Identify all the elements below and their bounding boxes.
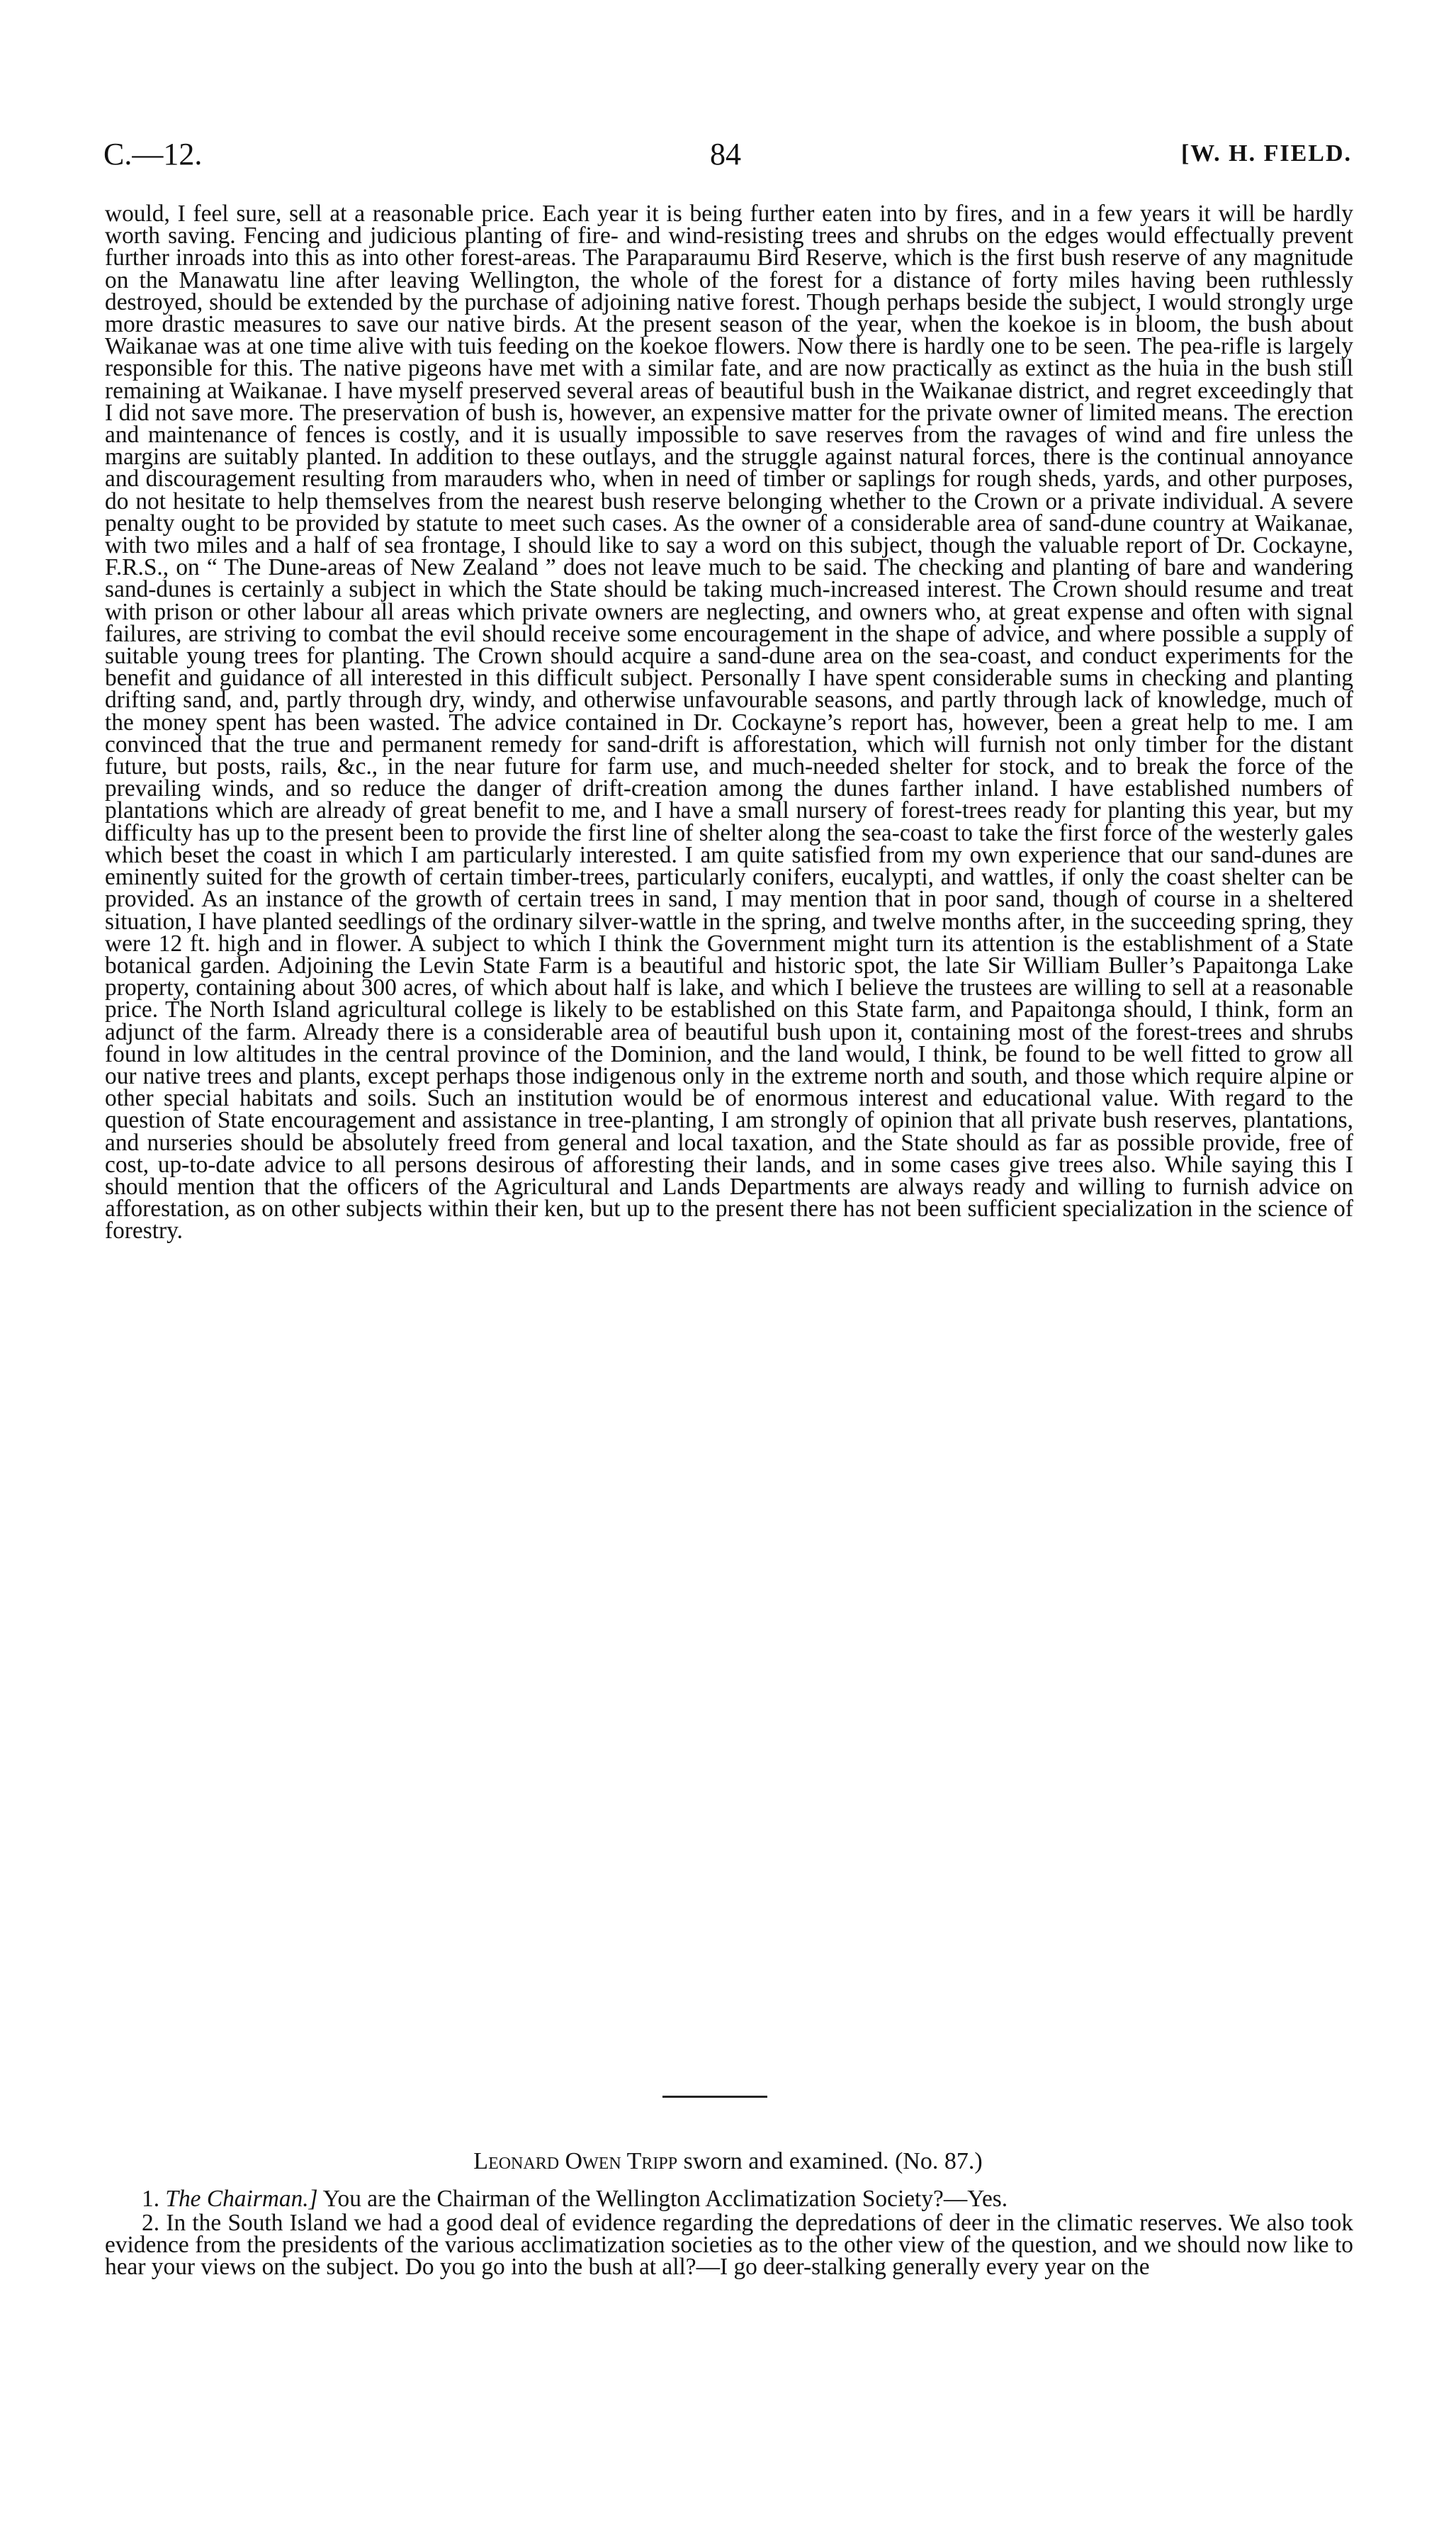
question-text: You are the Chairman of the Wellington Acclimatization Society?—Yes. [322,2186,1008,2212]
question-1 [105,2188,1353,2210]
page-number: 84 [710,137,741,172]
question-2 [105,2212,1353,2279]
running-head-witness: [W. H. FIELD. [1180,140,1352,167]
question-speaker: The Chairman.] [165,2186,318,2212]
witness-name: Leonard Owen Tripp [473,2148,678,2174]
question-text: In the South Island we had a good deal of evidence regarding the depredations of deer in the climatic reserves. We also took evidence from the presidents of the various acclimatization societies as to the other view of the question, and we should now like to hear your views on the subject. Do you go into the bush at all?—I go deer-stalking generally every year on the [105,2210,1353,2281]
witness-number: (No. 87.) [894,2148,983,2174]
witness-heading [0,2148,1456,2175]
witness-status: sworn and examined. [683,2148,889,2174]
page-header [103,136,1352,179]
question-number: 1. [142,2186,160,2212]
question-number: 2. [142,2210,160,2236]
section-divider [662,2096,767,2098]
evidence-paragraph: would, I feel sure, sell at a reasonable price. Each year it is being further eaten into by fires, and in a few years it will be hardly worth saving. Fencing and judicious planting of fire- and wind-resisting trees and shrubs on the edges would effectually prevent further inroads into this as into other forest-areas. The Paraparaumu Bird Reserve, which is the first bush reserve of any magnitude on the Manawatu line after leaving Wellington, the whole of the forest for a distance of forty miles having been ruthlessly destroyed, should be extended by the purchase of adjoining native forest. Though perhaps beside the subject, I would strongly urge more drastic measures to save our native birds. At the present season of the year, when the koekoe is in bloom, the bush about Waikanae was at one time alive with tuis feeding on the koekoe flowers. Now there is hardly one to be seen. The pea-rifle is largely responsible for this. The native pigeons have met with a similar fate, and are now practically as extinct as the huia in the bush still remaining at Waikanae. I have myself preserved several areas of beautiful bush in the Waikanae district, and regret exceedingly that I did not save more. The preservation of bush is, however, an expensive matter for the private owner of limited means. The erection and maintenance of fences is costly, and it is usually impossible to save reserves from the ravages of wind and fire unless the margins are suitably planted. In addition to these outlays, and the struggle against natural forces, there is the continual annoyance and discouragement resulting from marauders who, when in need of timber or saplings for rough sheds, yards, and other purposes, do not hesitate to help themselves from the nearest bush reserve belonging whether to the Crown or a private individual. A severe penalty ought to be provided by statute to meet such cases. As the owner of a considerable area of sand-dune country at Waikanae, with two miles and a half of sea frontage, I should like to say a word on this subject, though the valuable report of Dr. Cockayne, F.R.S., on “ The Dune-areas of New Zealand ” does not leave much to be said. The checking and planting of bare and wandering sand-dunes is certainly a subject in which the State should be taking much-increased interest. The Crown should resume and treat with prison or other labour all areas which private owners are neglecting, and owners who, at great expense and often with signal failures, are striving to combat the evil should receive some encouragement in the shape of advice, and where possible a supply of suitable young trees for planting. The Crown should acquire a sand-dune area on the sea-coast, and conduct experiments for the benefit and guidance of all interested in this difficult subject. Personally I have spent considerable sums in checking and planting drifting sand, and, partly through dry, windy, and otherwise unfavourable seasons, and partly through lack of knowledge, much of the money spent has been wasted. The advice contained in Dr. Cockayne’s report has, however, been a great help to me. I am convinced that the true and permanent remedy for sand-drift is afforestation, which will furnish not only timber for the distant future, but posts, rails, &c., in the near future for farm use, and much-needed shelter for stock, and to break the force of the prevailing winds, and so reduce the danger of drift-creation among the dunes farther inland. I have established numbers of plantations which are already of great benefit to me, and I have a small nursery of forest-trees ready for planting this year, but my difficulty has up to the present been to provide the first line of shelter along the sea-coast to take the first force of the westerly gales which beset the coast in which I am particularly interested. I am quite satisfied from my own experience that our sand-dunes are eminently suited for the growth of certain timber-trees, particularly conifers, eucalypti, and wattles, if only the coast shelter can be provided. As an instance of the growth of certain trees in sand, I may mention that in poor sand, though of course in a sheltered situation, I have planted seedlings of the ordinary silver-wattle in the spring, and twelve months after, in the succeeding spring, they were 12 ft. high and in flower. A subject to which I think the Government might turn its attention is the establishment of a State botanical garden. Adjoining the Levin State Farm is a beautiful and historic spot, the late Sir William Buller’s Papaitonga Lake property, containing about 300 acres, of which about half is lake, and which I believe the trustees are willing to sell at a reasonable price. The North Island agricultural college is likely to be established on this State farm, and Papaitonga should, I think, form an adjunct of the farm. Already there is a considerable area of beautiful bush upon it, containing most of the forest-trees and shrubs found in low altitudes in the central province of the Dominion, and the land would, I think, be found to be well fitted to grow all our native trees and plants, except perhaps those indigenous only in the extreme north and south, and those which require alpine or other special habitats and soils. Such an institution would be of enormous interest and educational value. With regard to the question of State encouragement and assistance in tree-planting, I am strongly of opinion that all private bush reserves, plantations, and nurseries should be absolutely freed from general and local taxation, and the State should as far as possible provide, free of cost, up-to-date advice to all persons desirous of afforesting their lands, and in some cases give trees also. While saying this I should mention that the officers of the Agricultural and Lands Departments are always ready and willing to furnish advice on afforestation, as on other subjects within their ken, but up to the present there has not been sufficient specialization in the science of forestry. [105,201,1353,1245]
document-reference: C.—12. [103,137,203,172]
